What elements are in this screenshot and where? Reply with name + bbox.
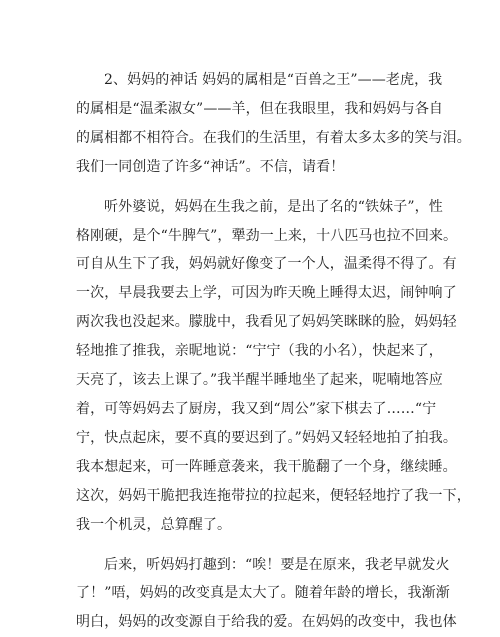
- paragraph-3: [76, 551, 428, 637]
- text-line: 的属相是“温柔淑女”——羊，但在我眼里，我和妈妈与各自: [76, 95, 428, 124]
- text-line: 一次，早晨我要去上学，可因为昨天晚上睡得太迟，闹钟响了: [76, 279, 428, 308]
- text-line: 着，可等妈妈去了厨房，我又到“周公”家下棋去了……“宁: [76, 395, 428, 424]
- text-line: 宁，快点起床，要不真的要迟到了。”妈妈又轻轻地拍了拍我。: [76, 424, 428, 453]
- text-line: 轻地推了推我，亲昵地说：“宁宁（我的小名），快起来了，: [76, 337, 428, 366]
- text-line: 明白，妈妈的改变源自于给我的爱。在妈妈的改变中，我也体: [76, 608, 428, 637]
- text-line: 我本想起来，可一阵睡意袭来，我干脆翻了一个身，继续睡。: [76, 453, 428, 482]
- text-line: 的属相都不相符合。在我们的生活里，有着太多太多的笑与泪。: [76, 124, 428, 153]
- paragraph-2: [76, 193, 428, 540]
- text-line: 格刚硬，是个“牛脾气”，犟劲一上来，十八匹马也拉不回来。: [76, 222, 428, 251]
- text-line: 后来，听妈妈打趣到：“唉！要是在原来，我老早就发火: [76, 551, 428, 580]
- text-line: 听外婆说，妈妈在生我之前，是出了名的“铁妹子”，性: [76, 193, 428, 222]
- text-line: 可自从生下了我，妈妈就好像变了一个人，温柔得不得了。有: [76, 250, 428, 279]
- text-line: 我们一同创造了许多“神话”。不信，请看！: [76, 153, 428, 182]
- text-line: 天亮了，该去上课了。”我半醒半睡地坐了起来，呢喃地答应: [76, 366, 428, 395]
- text-line: 了！”唔，妈妈的改变真是太大了。随着年龄的增长，我渐渐: [76, 579, 428, 608]
- document-body: [76, 66, 428, 637]
- text-line: 这次，妈妈干脆把我连拖带拉的拉起来，便轻轻地拧了我一下，: [76, 482, 428, 511]
- text-line: 2、妈妈的神话 妈妈的属相是“百兽之王”——老虎，我: [76, 66, 428, 95]
- text-line: 我一个机灵，总算醒了。: [76, 511, 428, 540]
- text-line: 两次我也没起来。朦胧中，我看见了妈妈笑眯眯的脸，妈妈轻: [76, 308, 428, 337]
- paragraph-1: [76, 66, 428, 182]
